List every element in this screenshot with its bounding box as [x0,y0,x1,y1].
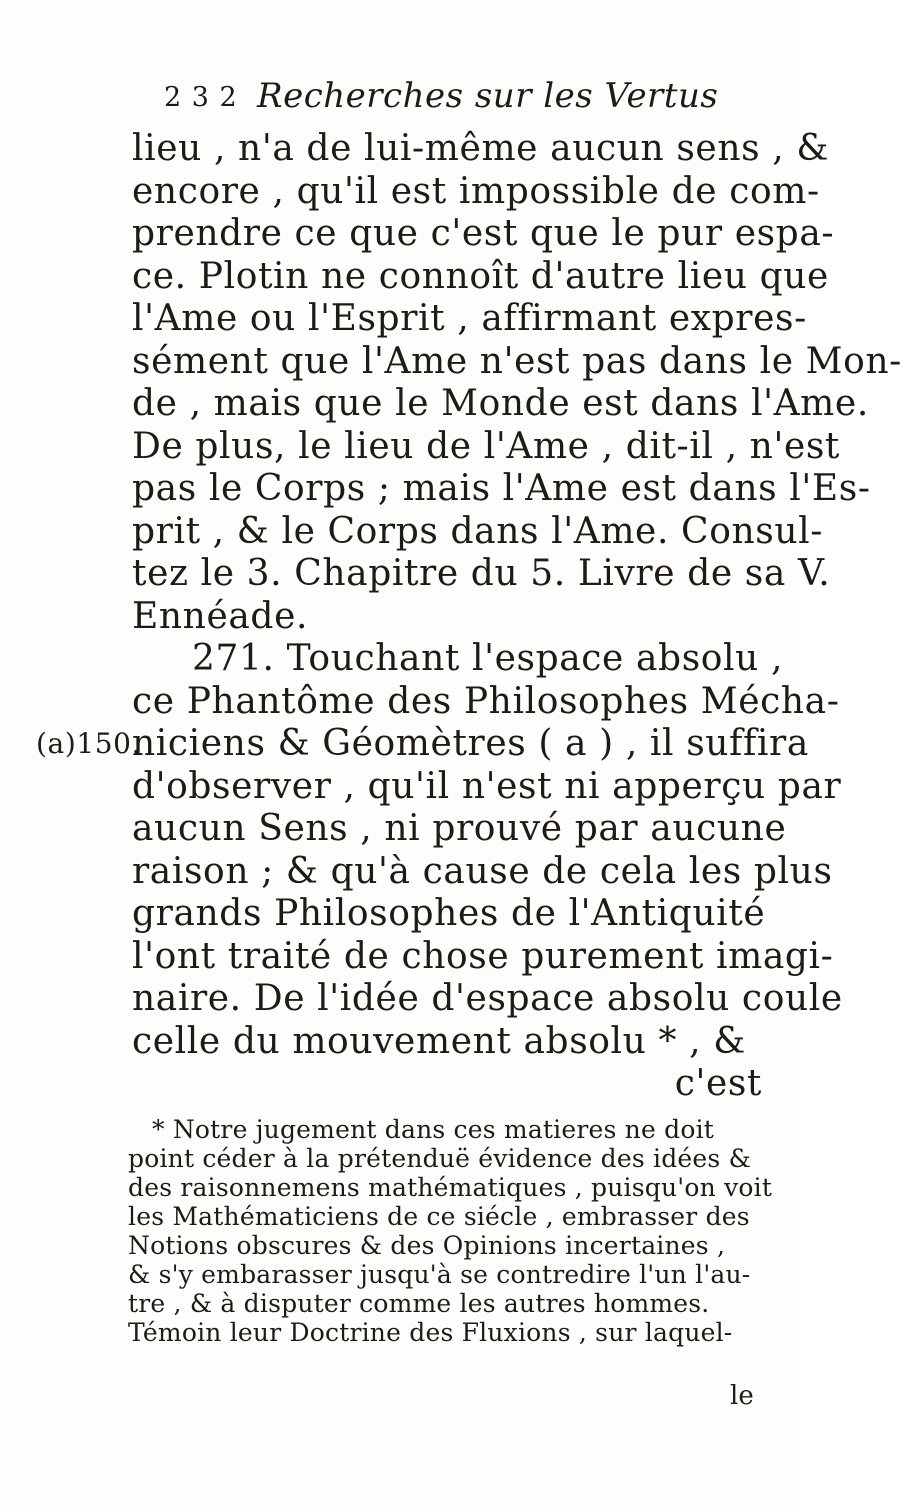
body-line: grands Philosophes de l'Antiquité [132,893,766,934]
footnote-line: & s'y embarasser jusqu'à se contredire l'un l'au- [128,1260,751,1289]
running-title: Recherches sur les Vertus [257,76,719,116]
footnote-line: * Notre jugement dans ces matieres ne doit [152,1115,715,1144]
footnote-line: Témoin leur Doctrine des Fluxions , sur laquel- [128,1318,733,1347]
body-line: celle du mouvement absolu * , & [132,1020,746,1062]
body-line: ce Phantôme des Philosophes Mécha- [132,680,840,722]
body-text [36,128,902,1106]
body-line: aucun Sens , ni prouvé par aucune [132,808,787,849]
body-line: Ennéade. [132,595,309,637]
body-line-with-margin-note [36,723,809,766]
footnote-line: Notions obscures & des Opinions incertaines , [128,1231,726,1260]
body-line: encore , qu'il est impossible de com- [132,170,820,212]
page-end-word: c'est [674,1063,762,1104]
body-line-text: niciens & Géomètres ( a ) , il suffira [132,723,809,764]
body-line: tez le 3. Chapitre du 5. Livre de sa V. [132,553,831,594]
body-line: prendre ce que c'est que le pur espa- [132,213,835,254]
body-line: prit , & le Corps dans l'Ame. Consul- [132,510,823,552]
footnote [128,1115,778,1347]
margin-note: (a)150. [36,727,142,760]
body-line: sément que l'Ame n'est pas dans le Mon- [132,340,902,382]
body-line: de , mais que le Monde est dans l'Ame. [132,383,869,424]
body-line: De plus, le lieu de l'Ame , dit-il , n'est [132,425,840,467]
footnote-line: les Mathématiciens de ce siécle , embrasser des [128,1202,750,1231]
page-number: 2 3 2 [164,82,238,113]
body-line: naire. De l'idée d'espace absolu coule [132,978,843,1019]
footnote-line: des raisonnemens mathématiques , puisqu'on voit [128,1173,773,1202]
body-line: l'Ame ou l'Esprit , affirmant expres- [132,298,807,339]
body-line: raison ; & qu'à cause de cela les plus [132,850,833,892]
footnote-line: tre , & à disputer comme les autres hommes. [128,1289,710,1318]
body-line: lieu , n'a de lui-même aucun sens , & [132,128,829,169]
body-line: ce. Plotin ne connoît d'autre lieu que [132,255,829,297]
body-line: d'observer , qu'il n'est ni apperçu par [132,765,842,807]
catchword: le [730,1381,754,1411]
running-head [164,76,764,124]
body-line: l'ont traité de chose purement imagi- [132,935,834,977]
paragraph-start-line: 271. Touchant l'espace absolu , [192,638,784,679]
body-line: pas le Corps ; mais l'Ame est dans l'Es- [132,468,871,509]
footnote-line: point céder à la prétenduë évidence des idées & [128,1144,752,1173]
